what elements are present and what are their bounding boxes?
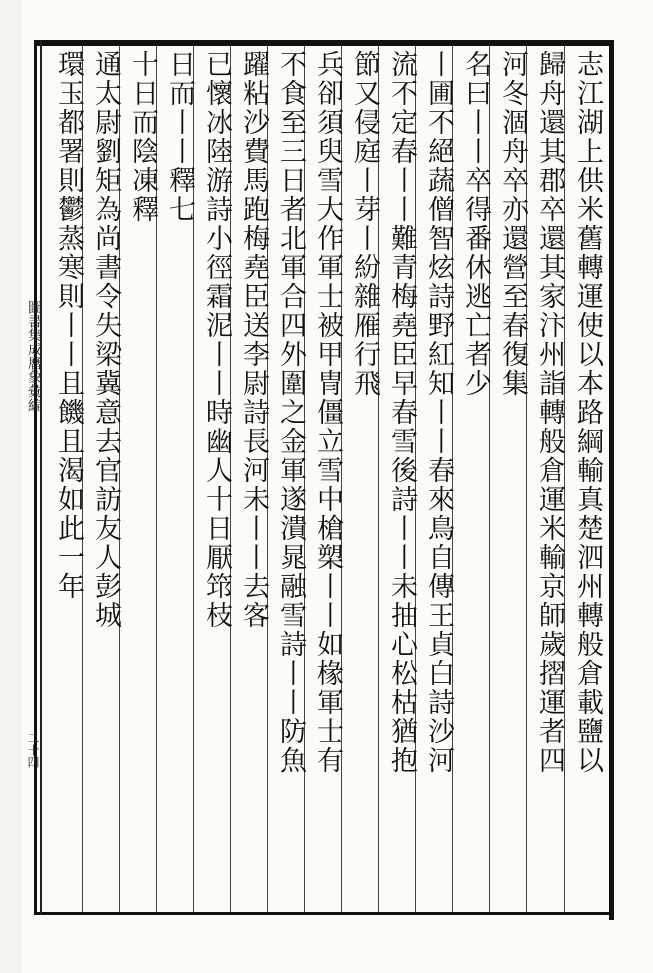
page-edge <box>0 0 22 973</box>
text-column: 十日而陰凍釋 <box>127 50 158 224</box>
text-column: 兵卻須臾雪大作軍士被甲冑僵立雪中槍槊丨丨如椽軍士有 <box>312 50 343 775</box>
text-column: 已懷冰陸游詩小徑霜泥丨丨時幽人十日厭筇枝 <box>201 50 232 630</box>
margin-title: 圖書集成曆象彙編 <box>26 300 42 412</box>
text-column: 歸舟還其郡卒還其家汴州詣轉般倉運米輸京師歲摺運者四 <box>534 50 565 775</box>
frame-bottom-border <box>34 912 614 915</box>
text-column: 名曰丨丨卒得番休逃亡者少 <box>460 50 491 398</box>
text-column: 環玉都署則鬱蒸寒則丨丨且饑且渴如此一年 <box>53 50 84 601</box>
text-column: 志江湖上供米舊轉運使以本路綱輸真楚泗州轉般倉載鹽以 <box>572 50 603 775</box>
frame-top-border <box>34 40 614 46</box>
text-column: 節又侵庭丨芽丨紛雜雁行飛 <box>349 50 380 398</box>
margin-rule <box>40 40 42 915</box>
text-column: 日而丨丨釋七 <box>164 50 195 224</box>
text-column: 通太尉劉矩為尚書令失梁冀意去官訪友人彭城 <box>90 50 121 630</box>
text-column: 躍粘沙費馬跑梅堯臣送李尉詩長河未丨丨去客 <box>238 50 269 630</box>
page-number: 二十四 <box>26 732 40 768</box>
frame-left-border <box>34 40 37 915</box>
text-column: 流不定春丨丨難青梅堯臣早春雪後詩丨丨未抽心松枯猶抱 <box>386 50 417 775</box>
text-column: 丨圃不絕蔬僧智炫詩野紅知丨丨春來鳥自傳王貞白詩沙河 <box>423 50 454 775</box>
text-column: 不食至三日者北軍合四外圍之金軍遂潰晁融雪詩丨丨防魚 <box>275 50 306 775</box>
frame-right-border <box>609 40 614 920</box>
text-column: 河冬涸舟卒亦還營至春復集 <box>497 50 528 398</box>
